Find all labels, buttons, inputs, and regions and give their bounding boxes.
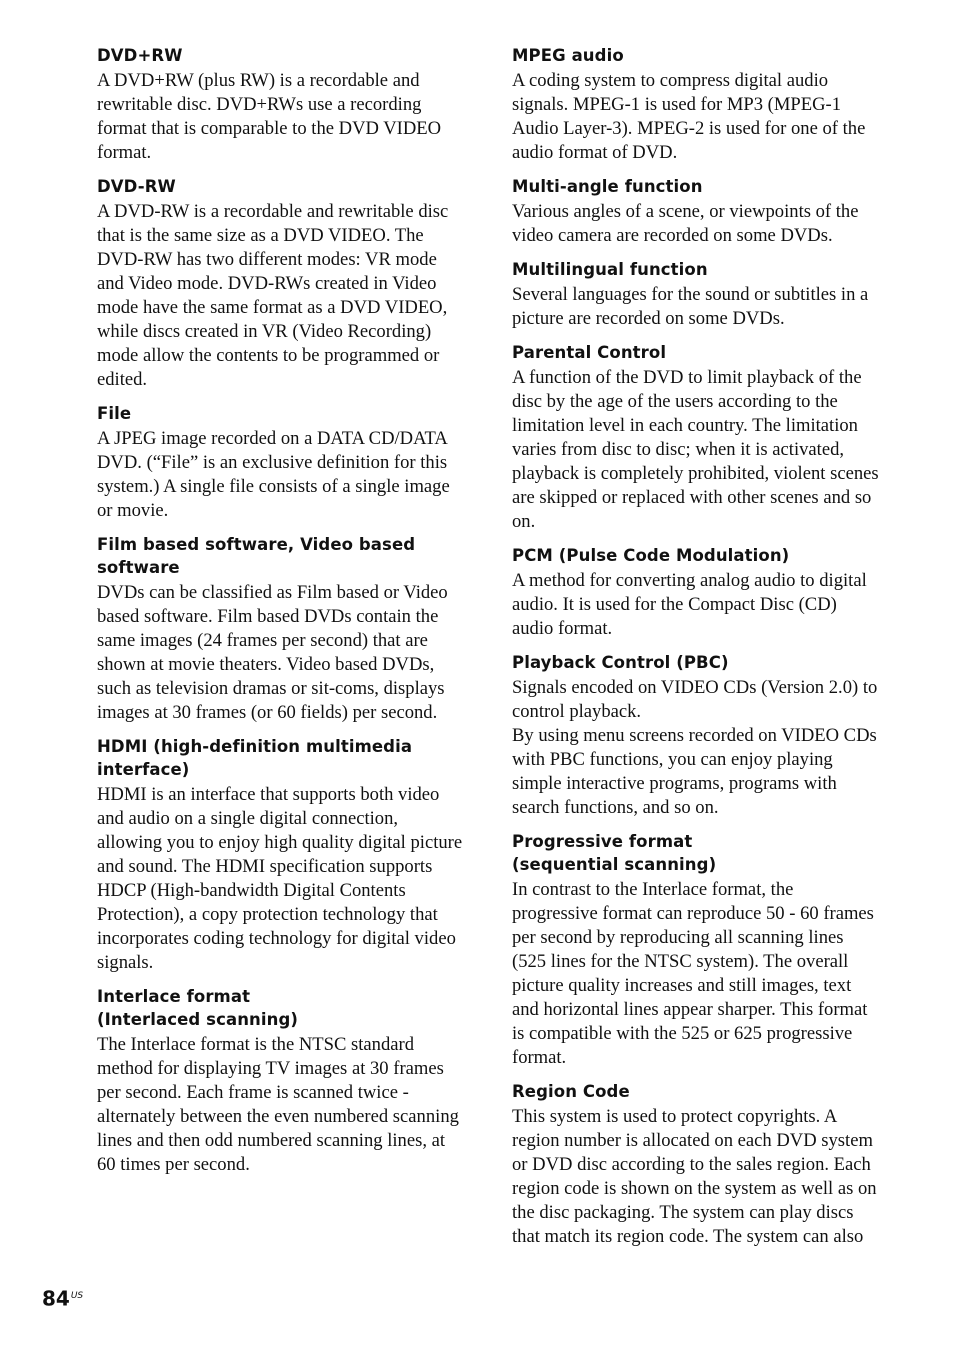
glossary-entry — [512, 1080, 882, 1249]
page-number-value: 84 — [42, 1286, 70, 1311]
glossary-term: PCM (Pulse Code Modulation) — [512, 546, 790, 565]
glossary-entry — [512, 651, 882, 820]
glossary-entry — [512, 44, 882, 165]
glossary-definition: Several languages for the sound or subtitles in a picture are recorded on some DVDs. — [512, 284, 869, 329]
glossary-definition: A DVD+RW (plus RW) is a recordable and rewritable disc. DVD+RWs use a recording format that is comparable to the DVD VIDEO format. — [97, 70, 442, 163]
glossary-term: MPEG audio — [512, 46, 624, 65]
glossary-definition: A method for converting analog audio to digital audio. It is used for the Compact Disc (CD) audio format. — [512, 570, 867, 639]
glossary-entry — [512, 830, 882, 1070]
glossary-definition: The Interlace format is the NTSC standard method for displaying TV images at 30 frames per second. Each frame is scanned twice - alternately between the even numbered scanning lines and then odd numbered scanning lines, at 60 times per second. — [97, 1034, 459, 1175]
glossary-definition: This system is used to protect copyrights. A region number is allocated on each DVD system or DVD disc according to the sales region. Each region code is shown on the system as well as on the disc packaging. The system can play discs that match its region code. The system can also — [512, 1106, 877, 1247]
glossary-term: Region Code — [512, 1082, 630, 1101]
page-number — [42, 1283, 83, 1312]
glossary-term: Interlace format (Interlaced scanning) — [97, 987, 299, 1029]
glossary-entry — [512, 544, 882, 641]
glossary-term: Multilingual function — [512, 260, 708, 279]
glossary-definition: Various angles of a scene, or viewpoints of the video camera are recorded on some DVDs. — [512, 201, 859, 246]
glossary-entry — [97, 402, 467, 523]
glossary-term: File — [97, 404, 132, 423]
glossary-entry — [97, 735, 467, 975]
glossary-term: DVD-RW — [97, 177, 176, 196]
page-region-suffix: US — [70, 1291, 84, 1301]
glossary-term: HDMI (high-definition multimedia interface) — [97, 737, 413, 779]
glossary-entry — [97, 44, 467, 165]
glossary-definition: A function of the DVD to limit playback of the disc by the age of the users according to the limitation level in each country. The limitation varies from disc to disc; when it is activated, playback is completely prohibited, violent scenes are skipped or replaced with other scenes and so on. — [512, 367, 879, 532]
glossary-definition: HDMI is an interface that supports both video and audio on a single digital connection, allowing you to enjoy high quality digital picture and sound. The HDMI specification supports HDCP (High-bandwidth Digital Contents Protection), a copy protection technology that incorporates coding technology for digital video signals. — [97, 784, 463, 973]
left-column — [97, 44, 467, 1187]
glossary-term: Parental Control — [512, 343, 667, 362]
glossary-definition: DVDs can be classified as Film based or Video based software. Film based DVDs contain the same images (24 frames per second) that are shown at movie theaters. Video based DVDs, such as television dramas or sit-coms, displays images at 30 frames (or 60 fields) per second. — [97, 582, 448, 723]
glossary-entry — [512, 341, 882, 534]
glossary-term: DVD+RW — [97, 46, 183, 65]
glossary-entry — [512, 175, 882, 248]
glossary-entry — [512, 258, 882, 331]
glossary-term: Progressive format (sequential scanning) — [512, 832, 717, 874]
right-column — [512, 44, 882, 1259]
glossary-definition: A coding system to compress digital audio signals. MPEG-1 is used for MP3 (MPEG-1 Audio Layer-3). MPEG-2 is used for one of the audio format of DVD. — [512, 70, 866, 163]
glossary-entry — [97, 533, 467, 725]
glossary-definition: A JPEG image recorded on a DATA CD/DATA DVD. (“File” is an exclusive definition for this system.) A single file consists of a single image or movie. — [97, 428, 450, 521]
glossary-entry — [97, 175, 467, 392]
glossary-definition: In contrast to the Interlace format, the progressive format can reproduce 50 - 60 frames per second by reproducing all scanning lines (525 lines for the NTSC system). The overall picture quality increases and still images, text and horizontal lines appear sharper. This format is compatible with the 525 or 625 progressive format. — [512, 879, 874, 1068]
glossary-definition: A DVD-RW is a recordable and rewritable disc that is the same size as a DVD VIDEO. The DVD-RW has two different modes: VR mode and Video mode. DVD-RWs created in Video mode have the same format as a DVD VIDEO, while discs created in VR (Video Recording) mode allow the contents to be programmed or edited. — [97, 201, 449, 390]
glossary-entry — [97, 985, 467, 1177]
glossary-definition: Signals encoded on VIDEO CDs (Version 2.0) to control playback. By using menu screens recorded on VIDEO CDs with PBC functions, you can enjoy playing simple interactive programs, programs with search functions, and so on. — [512, 677, 878, 818]
glossary-term: Playback Control (PBC) — [512, 653, 729, 672]
glossary-term: Film based software, Video based software — [97, 535, 416, 577]
glossary-term: Multi-angle function — [512, 177, 703, 196]
